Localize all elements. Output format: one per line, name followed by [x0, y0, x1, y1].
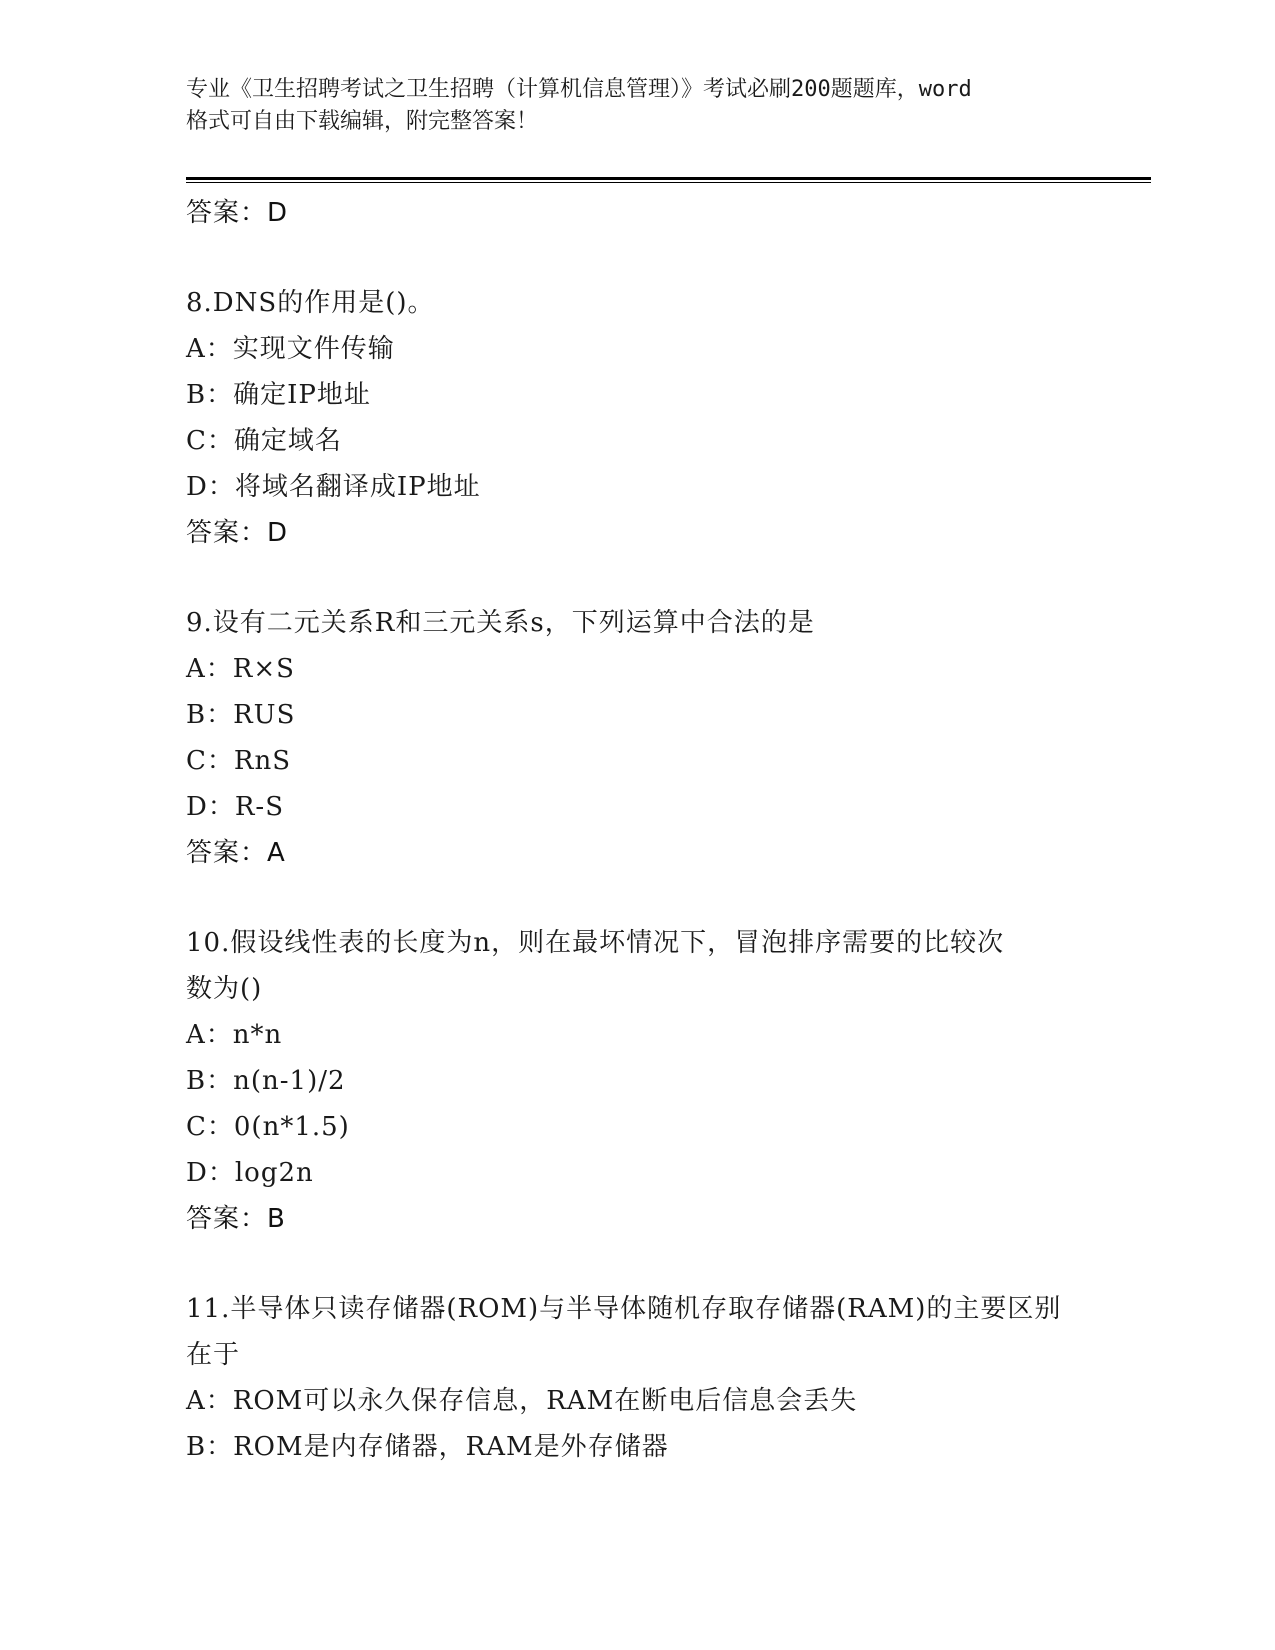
spacer — [186, 1242, 1096, 1286]
question-block-9 — [186, 600, 1096, 876]
question-8-text: 8.DNS的作用是()。 — [186, 288, 435, 318]
question-block-8 — [186, 280, 1096, 556]
question-block-11 — [186, 1286, 1096, 1470]
question-9-answer: 答案：A — [186, 838, 286, 868]
question-10-answer: 答案：B — [186, 1204, 286, 1234]
header-divider-thin — [186, 182, 1151, 183]
question-10-text-line-1: 10.假设线性表的长度为n，则在最坏情况下，冒泡排序需要的比较次 — [186, 928, 1005, 958]
question-11-option-b: B：ROM是内存储器，RAM是外存储器 — [186, 1432, 669, 1462]
spacer — [186, 556, 1096, 600]
question-11-text-line-1: 11.半导体只读存储器(ROM)与半导体随机存取存储器(RAM)的主要区别 — [186, 1294, 1062, 1324]
question-10-option-b: B：n(n-1)/2 — [186, 1066, 346, 1096]
question-8-answer: 答案：D — [186, 518, 289, 548]
question-8-option-b: B：确定IP地址 — [186, 380, 371, 410]
question-8-option-d: D：将域名翻译成IP地址 — [186, 472, 481, 502]
question-11-text-line-2: 在于 — [186, 1340, 241, 1370]
document-header — [186, 74, 1096, 138]
spacer — [186, 236, 1096, 280]
header-line-2: 格式可自由下载编辑，附完整答案！ — [186, 109, 539, 134]
question-10-option-c: C：0(n*1.5) — [186, 1112, 350, 1142]
question-11-option-a: A：ROM可以永久保存信息，RAM在断电后信息会丢失 — [186, 1386, 858, 1416]
question-10-option-d: D：log2n — [186, 1158, 314, 1188]
spacer — [186, 876, 1096, 920]
question-8-option-a: A：实现文件传输 — [186, 334, 395, 364]
header-divider-thick — [186, 177, 1151, 180]
question-9-option-d: D：R-S — [186, 792, 285, 822]
question-9-option-b: B：RUS — [186, 700, 296, 730]
previous-answer: 答案：D — [186, 198, 289, 228]
question-9-option-a: A：R×S — [186, 654, 295, 684]
header-line-1: 专业《卫生招聘考试之卫生招聘（计算机信息管理）》考试必刷200题题库，word — [186, 77, 972, 102]
question-8-option-c: C：确定域名 — [186, 426, 342, 456]
question-9-option-c: C：RnS — [186, 746, 292, 776]
question-10-option-a: A：n*n — [186, 1020, 283, 1050]
question-10-text-line-2: 数为() — [186, 974, 263, 1004]
document-body — [186, 190, 1096, 1470]
question-9-text: 9.设有二元关系R和三元关系s，下列运算中合法的是 — [186, 608, 815, 638]
question-block-10 — [186, 920, 1096, 1242]
